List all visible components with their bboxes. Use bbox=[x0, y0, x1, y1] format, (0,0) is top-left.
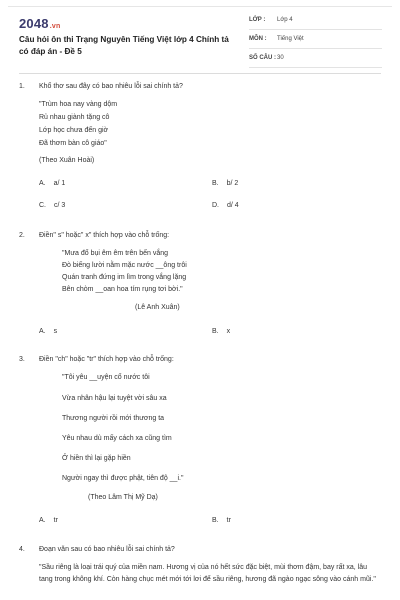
question-prompt: Đoạn văn sau có bao nhiêu lỗi sai chính tả? bbox=[39, 546, 175, 553]
meta-row-subject bbox=[249, 34, 382, 49]
meta-key: SỐ CÂU : bbox=[249, 55, 276, 61]
question-number: 4. bbox=[19, 546, 25, 553]
answer-option-a[interactable]: A. s bbox=[39, 328, 58, 335]
meta-row-grade bbox=[249, 15, 382, 30]
meta-info bbox=[249, 15, 382, 72]
answer-option-a[interactable]: A. tr bbox=[39, 517, 58, 524]
top-border bbox=[8, 6, 392, 7]
header-divider bbox=[19, 73, 381, 74]
poem-source: (Lê Anh Xuân) bbox=[135, 304, 180, 311]
answer-option-c[interactable]: C. c/ 3 bbox=[39, 202, 66, 209]
poem-line: Ở hiền thì lại gặp hiền bbox=[62, 455, 131, 462]
answer-option-b[interactable]: B. x bbox=[212, 328, 231, 335]
question-number: 3. bbox=[19, 356, 25, 363]
meta-key: LỚP : bbox=[249, 17, 266, 23]
poem-line: Vừa nhân hậu lại tuyệt vời sâu xa bbox=[62, 395, 167, 402]
question-prompt: Điền" s" hoặc" x" thích hợp vào chỗ trống: bbox=[39, 232, 170, 239]
poem-line: Bên chòm __oan hoa tím rụng tơi bời." bbox=[62, 286, 183, 293]
question-prompt: Điền "ch" hoặc "tr" thích hợp vào chỗ trống: bbox=[39, 356, 174, 363]
meta-row-count bbox=[249, 53, 382, 68]
poem-line: Rủ nhau giành tặng cô bbox=[39, 114, 110, 121]
meta-value: Lớp 4 bbox=[277, 17, 293, 23]
question-paragraph: "Sầu riêng là loại trái quý của miền nam. Hương vị của nó hết sức đặc biệt, mùi thơm đậm, bay rất xa, lâu tang trong không khí. Còn hàng chục mét mới tới lơi để sầu riêng, hương đã ngào ngạc sông vào cánh mũi." bbox=[39, 564, 376, 583]
question-prompt: Khổ thơ sau đây có bao nhiêu lỗi sai chính tả? bbox=[39, 83, 183, 90]
meta-key: MÔN : bbox=[249, 36, 267, 42]
poem-line: Đã thơm bàn cô giáo" bbox=[39, 140, 107, 147]
logo-suffix: .vn bbox=[49, 23, 61, 30]
question-number: 2. bbox=[19, 232, 25, 239]
poem-line: "Mưa đổ bụi êm êm trên bến vắng bbox=[62, 250, 169, 257]
answer-option-a[interactable]: A. a/ 1 bbox=[39, 180, 66, 187]
poem-line: Thương người rồi mới thương ta bbox=[62, 415, 165, 422]
poem-line: Đò biếng lười nằm mặc nước __ông trôi bbox=[62, 262, 187, 269]
poem-source: (Theo Xuân Hoài) bbox=[39, 157, 95, 164]
poem-source: (Theo Lâm Thị Mỹ Dạ) bbox=[88, 494, 158, 501]
poem-line: Lớp học chưa đến giờ bbox=[39, 127, 109, 134]
logo-main: 2048 bbox=[19, 16, 49, 31]
poem-line: "Trùm hoa nay vàng dộm bbox=[39, 101, 118, 108]
answer-option-d[interactable]: D. d/ 4 bbox=[212, 202, 239, 209]
page-title: Câu hỏi ôn thi Trạng Nguyên Tiếng Việt lớp 4 Chính tả có đáp án - Đề 5 bbox=[19, 35, 229, 56]
meta-value: 30 bbox=[277, 55, 284, 61]
answer-option-b[interactable]: B. b/ 2 bbox=[212, 180, 239, 187]
poem-line: Quán tranh đứng im lìm trong vắng lặng bbox=[62, 274, 187, 281]
question-number: 1. bbox=[19, 83, 25, 90]
poem-line: "Tôi yêu __uyện cổ nước tôi bbox=[62, 374, 150, 381]
page-header bbox=[19, 12, 382, 72]
poem-line: Người ngay thì được phật, tiên độ __i." bbox=[62, 475, 184, 482]
answer-option-b[interactable]: B. tr bbox=[212, 517, 231, 524]
site-logo[interactable] bbox=[19, 16, 60, 31]
poem-line: Yêu nhau dù mấy cách xa cũng tìm bbox=[62, 435, 172, 442]
meta-value: Tiếng Việt bbox=[277, 36, 304, 42]
